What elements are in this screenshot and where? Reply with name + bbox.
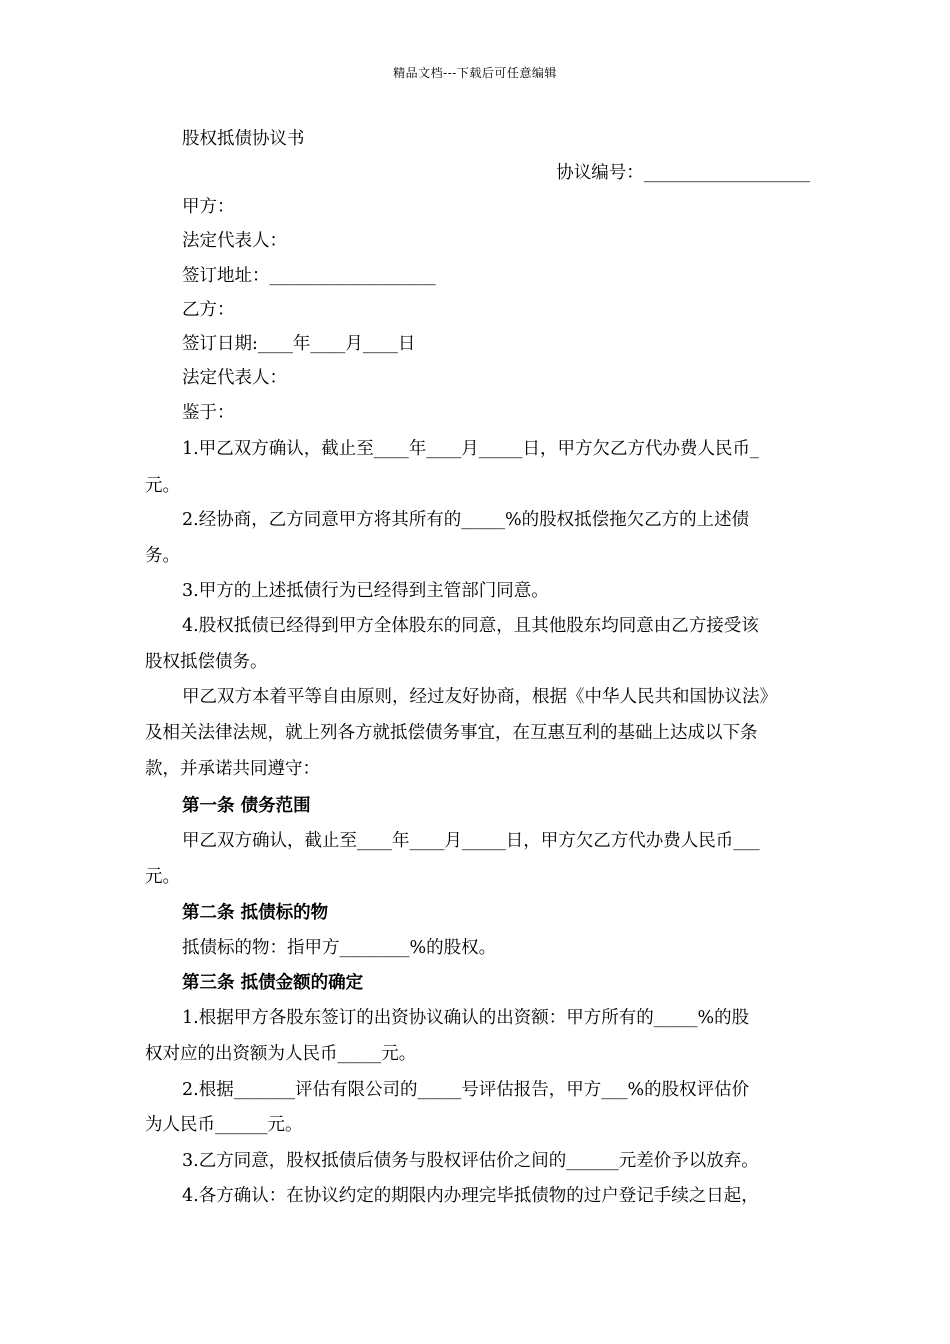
article-3-item-4-line: 4.各方确认：在协议约定的期限内办理完毕抵债物的过户登记手续之日起，: [182, 1186, 759, 1206]
article-1-line-1: 甲乙双方确认，截止至____年____月_____日，甲方欠乙方代办费人民币___: [182, 831, 760, 851]
legal-rep-a-line: 法定代表人：: [182, 231, 287, 251]
whereas-2-line-1: 2.经协商，乙方同意甲方将其所有的_____%的股权抵偿拖欠乙方的上述债: [182, 510, 750, 530]
whereas-heading: 鉴于：: [182, 403, 235, 423]
legal-rep-b-line: 法定代表人：: [182, 368, 287, 388]
article-3-heading: 第三条 抵债金额的确定: [182, 973, 364, 993]
article-3-item-1-line-2: 权对应的出资额为人民币_____元。: [145, 1044, 417, 1064]
party-b-line: 乙方：: [182, 300, 235, 320]
whereas-3-line: 3.甲方的上述抵债行为已经得到主管部门同意。: [182, 581, 549, 601]
preamble-line-3: 款，并承诺共同遵守：: [145, 759, 320, 779]
agreement-number-line: 协议编号：___________________: [556, 163, 810, 183]
article-1-heading: 第一条 债务范围: [182, 796, 311, 816]
page-header: 精品文档---下载后可任意编辑: [393, 66, 557, 80]
article-3-item-1-line-1: 1.根据甲方各股东签订的出资协议确认的出资额：甲方所有的_____%的股: [182, 1008, 750, 1028]
whereas-2-line-2: 务。: [145, 546, 180, 566]
whereas-4-line-2: 股权抵偿债务。: [145, 652, 268, 672]
article-1-line-2: 元。: [145, 867, 180, 887]
article-2-line: 抵债标的物：指甲方________%的股权。: [182, 938, 497, 958]
document-title: 股权抵债协议书: [182, 129, 305, 149]
preamble-line-2: 及相关法律法规，就上列各方就抵偿债务事宜，在互惠互利的基础上达成以下条: [145, 723, 758, 743]
party-a-line: 甲方：: [182, 197, 235, 217]
sign-date-line: 签订日期:____年____月____日: [182, 334, 416, 354]
sign-place-line: 签订地址：___________________: [182, 266, 436, 286]
article-2-heading: 第二条 抵债标的物: [182, 903, 329, 923]
article-3-item-2-line-2: 为人民币______元。: [145, 1115, 303, 1135]
whereas-1-line-2: 元。: [145, 476, 180, 496]
whereas-1-line-1: 1.甲乙双方确认，截止至____年____月_____日，甲方欠乙方代办费人民币_: [182, 439, 759, 459]
preamble-line-1: 甲乙双方本着平等自由原则，经过友好协商，根据《中华人民共和国协议法》: [182, 687, 777, 707]
article-3-item-2-line-1: 2.根据_______评估有限公司的_____号评估报告，甲方___%的股权评估价: [182, 1080, 750, 1100]
article-3-item-3-line: 3.乙方同意，股权抵债后债务与股权评估价之间的______元差价予以放弃。: [182, 1151, 759, 1171]
whereas-4-line-1: 4.股权抵债已经得到甲方全体股东的同意，且其他股东均同意由乙方接受该: [182, 616, 759, 636]
